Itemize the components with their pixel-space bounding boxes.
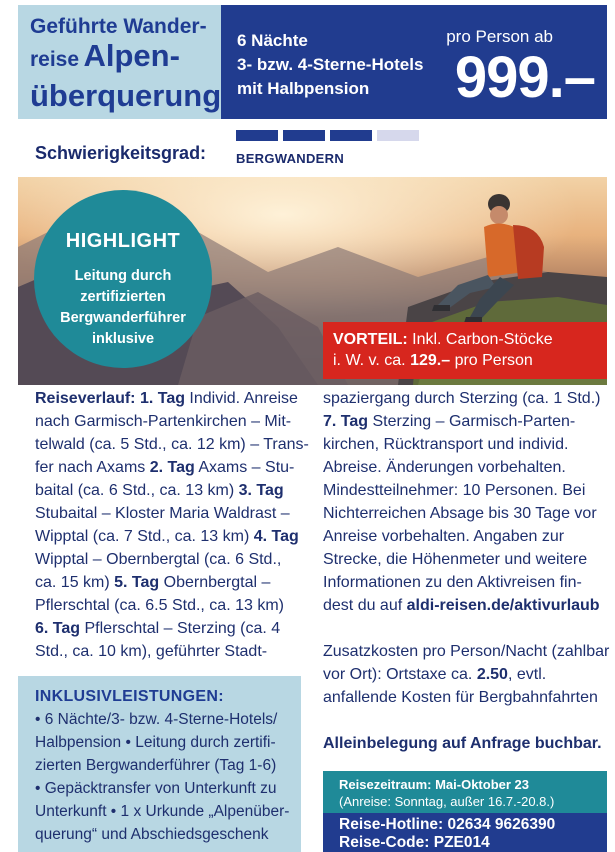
- difficulty-label: Schwierigkeitsgrad:: [35, 143, 207, 163]
- itinerary-text: Zusatzkosten pro Person/Nacht (zahlbar: [323, 643, 610, 660]
- itinerary-bold-text: 2. Tag: [149, 459, 195, 476]
- highlight-text: [48, 266, 198, 350]
- vorteil-prefix: i. W. v. ca.: [333, 352, 406, 369]
- itinerary-line: [35, 571, 287, 594]
- itinerary-text: , evtl.: [507, 666, 547, 683]
- itinerary-text: ca. 15 km): [35, 574, 115, 591]
- difficulty-bar-filled: [283, 130, 325, 141]
- itinerary-line: [323, 525, 607, 548]
- booking-hotline: Reise-Hotline: 02634 9626390: [339, 816, 556, 833]
- itinerary-bold-text: 4. Tag: [253, 528, 299, 545]
- itinerary-line: [35, 594, 287, 617]
- included-services-line: zierten Bergwanderführer (Tag 1-6): [35, 757, 277, 774]
- trip-title-line-3: Alpen-: [83, 38, 180, 73]
- itinerary-line: [323, 732, 607, 755]
- difficulty-bar-filled: [330, 130, 372, 141]
- itinerary-line: [323, 709, 607, 732]
- highlight-line: Leitung durch: [74, 268, 172, 284]
- itinerary-text: nach Garmisch-Partenkirchen – Mit-: [35, 413, 292, 430]
- trip-title-line-2: reise: [30, 48, 80, 71]
- vorteil-label: VORTEIL:: [333, 331, 408, 348]
- itinerary-line: [35, 548, 287, 571]
- itinerary-text: telwald (ca. 5 Std., ca. 12 km) – Trans-: [35, 436, 309, 453]
- included-services-line: Unterkunft • 1 x Urkunde „Alpenüber-: [35, 803, 290, 820]
- itinerary-line: [323, 686, 607, 709]
- difficulty-bar-empty: [377, 130, 419, 141]
- itinerary-line: [323, 617, 607, 640]
- itinerary-line: [35, 387, 298, 410]
- included-services-title: INKLUSIVLEISTUNGEN:: [35, 688, 224, 705]
- itinerary-text: Axams – Stu-: [194, 459, 295, 476]
- offer-hotels: 3- bzw. 4-Sterne-Hotels: [237, 55, 424, 74]
- itinerary-line: [323, 433, 607, 456]
- difficulty-bar-filled: [236, 130, 278, 141]
- highlight-line: Bergwanderführer: [60, 310, 186, 326]
- itinerary-text: Abreise. Änderungen vorbehalten.: [323, 459, 566, 476]
- vorteil-text: Inkl. Carbon-Stöcke: [412, 331, 553, 348]
- trip-title-line-4: überquerung: [30, 78, 222, 113]
- booking-info-box: [323, 771, 607, 852]
- itinerary-line: [35, 479, 287, 502]
- included-services-line: • 6 Nächte/3- bzw. 4-Sterne-Hotels/: [35, 711, 278, 728]
- itinerary-bold-text: 7. Tag: [323, 413, 369, 430]
- itinerary-text: Wipptal – Obernbergtal (ca. 6 Std.,: [35, 551, 282, 568]
- itinerary-text: spaziergang durch Sterzing (ca. 1 Std.): [323, 390, 601, 407]
- itinerary-text: anfallende Kosten für Bergbahnfahrten: [323, 689, 598, 706]
- travel-period-strip: [323, 771, 607, 813]
- price: 999.–: [454, 45, 595, 110]
- offer-details: [237, 29, 423, 101]
- itinerary-text: Informationen zu den Aktivreisen fin-: [323, 574, 582, 591]
- itinerary-text: Sterzing – Garmisch-Parten-: [368, 413, 576, 430]
- itinerary-line: [323, 456, 607, 479]
- vorteil-price: 129.–: [410, 352, 451, 369]
- itinerary-text: Anreise vorbehalten. Angaben zur: [323, 528, 565, 545]
- itinerary-bold-text: 3. Tag: [238, 482, 284, 499]
- offer-board: mit Halbpension: [237, 79, 370, 98]
- itinerary-line: [323, 479, 607, 502]
- itinerary-line: [323, 594, 607, 617]
- itinerary-bold-text: 5. Tag: [114, 574, 160, 591]
- itinerary-line: [35, 456, 295, 479]
- trip-title-box: [18, 5, 221, 119]
- itinerary-left-column: [35, 387, 309, 663]
- difficulty-bars: [236, 130, 419, 141]
- vorteil-suffix: pro Person: [454, 352, 533, 369]
- itinerary-text: Mindestteilnehmer: 10 Personen. Bei: [323, 482, 586, 499]
- itinerary-text: kirchen, Rücktransport und individ.: [323, 436, 569, 453]
- itinerary-line: [35, 640, 287, 663]
- itinerary-line: [323, 548, 607, 571]
- itinerary-text: Strecke, die Höhenmeter und weitere: [323, 551, 588, 568]
- highlight-line: inklusive: [91, 331, 155, 347]
- offer-box: [221, 5, 607, 119]
- itinerary-line: [323, 571, 607, 594]
- itinerary-text: Pflerschtal – Sterzing (ca. 4: [80, 620, 281, 637]
- offer-nights: 6 Nächte: [237, 31, 308, 50]
- itinerary-line: [323, 387, 607, 410]
- itinerary-text: Individ. Anreise: [184, 390, 298, 407]
- itinerary-line: [323, 663, 607, 686]
- included-services-line: Halbpension • Leitung durch zertifi-: [35, 734, 276, 751]
- included-services-box: [18, 676, 301, 852]
- itinerary-text: Nichterreichen Absage bis 30 Tage vor: [323, 505, 597, 522]
- itinerary-text: vor Ort): Ortstaxe ca.: [323, 666, 477, 683]
- itinerary-line: [35, 525, 299, 548]
- itinerary-bold-text: 6. Tag: [35, 620, 81, 637]
- highlight-line: zertifizierten: [80, 289, 166, 305]
- vorteil-banner: [323, 322, 607, 379]
- difficulty-name: BERGWANDERN: [236, 151, 345, 166]
- travel-period: Reisezeitraum: Mai-Oktober 23: [339, 777, 530, 792]
- itinerary-bold-text: Alleinbelegung auf Anfrage buchbar.: [323, 735, 602, 752]
- travel-period-note: (Anreise: Sonntag, außer 16.7.-20.8.): [339, 794, 555, 809]
- itinerary-text: Std., ca. 10 km), geführter Stadt-: [35, 643, 268, 660]
- included-services-line: • Gepäcktransfer von Unterkunft zu: [35, 780, 277, 797]
- itinerary-line: [323, 410, 607, 433]
- itinerary-line: [323, 502, 607, 525]
- itinerary-line: [35, 410, 292, 433]
- booking-code: Reise-Code: PZE014: [339, 834, 490, 851]
- itinerary-right-column: [323, 387, 610, 755]
- itinerary-text: Pflerschtal (ca. 6.5 Std., ca. 13 km): [35, 597, 284, 614]
- itinerary-bold-text: Reiseverlauf: 1. Tag: [35, 390, 185, 407]
- price-label: pro Person ab: [446, 27, 553, 46]
- itinerary-text: Wipptal (ca. 7 Std., ca. 13 km): [35, 528, 254, 545]
- itinerary-text: dest du auf: [323, 597, 407, 614]
- itinerary-text: fer nach Axams: [35, 459, 150, 476]
- itinerary-line: [35, 433, 309, 456]
- itinerary-text: baital (ca. 6 Std., ca. 13 km): [35, 482, 239, 499]
- included-services-line: querung“ und Abschiedsgeschenk: [35, 826, 269, 843]
- highlight-title: HIGHLIGHT: [65, 230, 181, 252]
- itinerary-text: Obernbergtal –: [159, 574, 271, 591]
- itinerary-bold-text: aldi-reisen.de/aktivurlaub: [406, 597, 600, 614]
- itinerary-line: [323, 640, 610, 663]
- highlight-badge: [34, 190, 212, 368]
- itinerary-line: [35, 617, 287, 640]
- itinerary-bold-text: 2.50: [476, 666, 508, 683]
- itinerary-text: Stubaital – Kloster Maria Waldrast –: [35, 505, 290, 522]
- itinerary-line: [35, 502, 290, 525]
- trip-title-line-1: Geführte Wander-: [30, 15, 207, 38]
